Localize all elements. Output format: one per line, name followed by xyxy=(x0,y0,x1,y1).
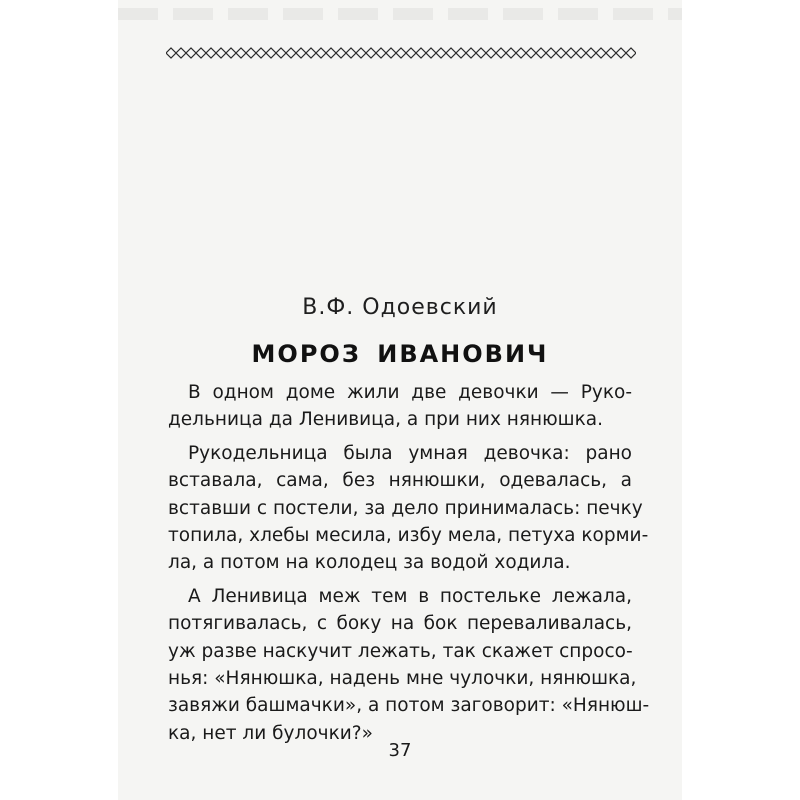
text-line: вставши с постели, за дело принималась: печку xyxy=(168,497,643,519)
paragraph xyxy=(168,583,650,747)
text-line: потягивалась, с боку на бок переваливалась, xyxy=(168,613,632,635)
text-line: А Ленивица меж тем в постельке лежала, xyxy=(188,585,632,607)
text-line: В одном доме жили две девочки — Руко- xyxy=(188,382,632,403)
text-line: вставала, сама, без нянюшки, одевалась, а xyxy=(168,470,632,492)
paragraph xyxy=(168,379,632,434)
decorative-header-line xyxy=(166,47,636,59)
text-line: дельница да Ленивица, а при них нянюшка. xyxy=(168,409,603,431)
author-name: В.Ф. Одоевский xyxy=(302,295,498,320)
text-line: завяжи башмачки», а потом заговорит: «Нянюш- xyxy=(168,695,650,717)
text-line: ла, а потом на колодец за водой ходила. xyxy=(168,552,571,574)
story-text xyxy=(168,379,650,753)
text-line: топила, хлебы месила, избу мела, петуха корми- xyxy=(168,524,649,546)
text-line: нья: «Нянюшка, надень мне чулочки, нянюшка, xyxy=(168,667,637,689)
top-bleed-through xyxy=(118,8,682,20)
page-number: 37 xyxy=(388,740,412,761)
text-line: Рукодельница была умная девочка: рано xyxy=(188,442,632,464)
text-line: ка, нет ли булочки?» xyxy=(168,722,373,744)
paragraph xyxy=(168,440,649,577)
book-page xyxy=(118,0,682,800)
story-title: МОРОЗ ИВАНОВИЧ xyxy=(251,340,549,368)
text-line: уж разве наскучит лежать, так скажет спросо- xyxy=(168,640,633,662)
